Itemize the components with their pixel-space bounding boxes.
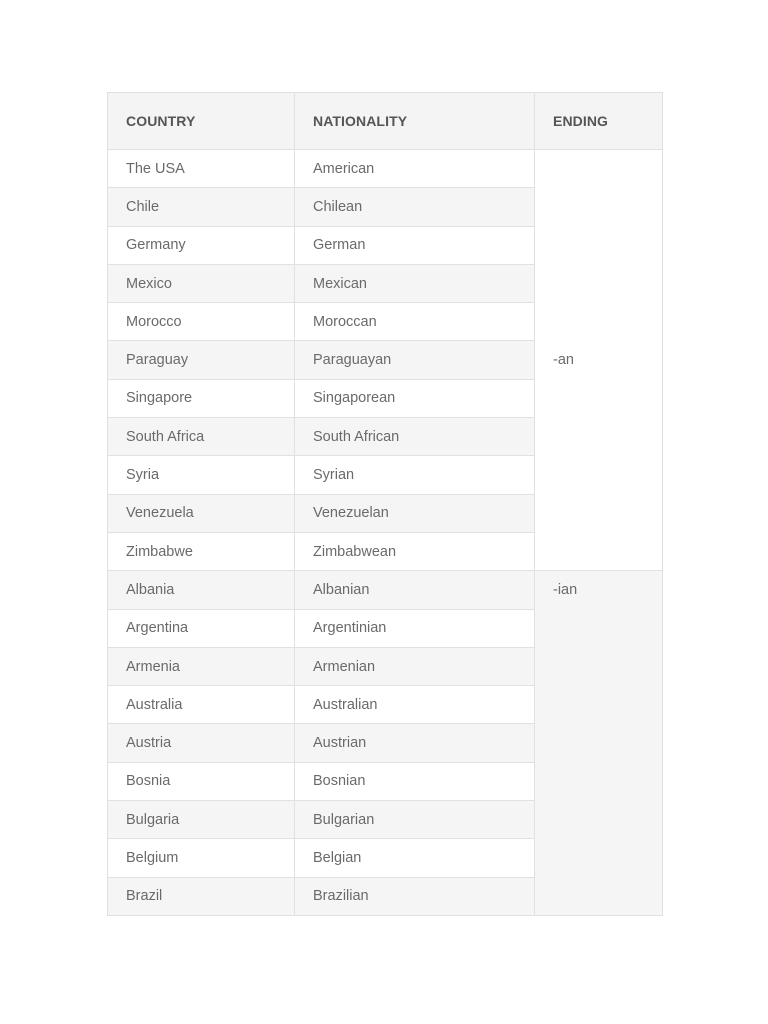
nationality-cell: Argentinian [295,609,535,647]
header-row [108,93,663,150]
nationality-cell: Australian [295,686,535,724]
nationality-cell: Moroccan [295,303,535,341]
table-header [108,93,663,150]
nationality-cell: Singaporean [295,379,535,417]
nationality-cell: Zimbabwean [295,532,535,570]
country-cell: Bulgaria [108,801,295,839]
country-cell: Australia [108,686,295,724]
country-cell: Argentina [108,609,295,647]
nationality-cell: Armenian [295,647,535,685]
nationality-cell: German [295,226,535,264]
nationality-cell: South African [295,418,535,456]
country-cell: Bosnia [108,762,295,800]
country-cell: Germany [108,226,295,264]
nationality-table-container [107,92,662,916]
country-cell: Zimbabwe [108,532,295,570]
nationality-cell: Paraguayan [295,341,535,379]
ending-cell: -ian [535,571,663,916]
country-cell: Syria [108,456,295,494]
nationality-cell: American [295,150,535,188]
nationality-cell: Brazilian [295,877,535,915]
country-cell: Venezuela [108,494,295,532]
country-cell: South Africa [108,418,295,456]
country-cell: Morocco [108,303,295,341]
header-nationality: NATIONALITY [295,93,535,150]
nationality-table [107,92,663,916]
country-cell: Brazil [108,877,295,915]
nationality-cell: Bulgarian [295,801,535,839]
table-row [108,571,663,609]
country-cell: Armenia [108,647,295,685]
ending-cell: -an [535,150,663,571]
country-cell: The USA [108,150,295,188]
nationality-cell: Syrian [295,456,535,494]
country-cell: Albania [108,571,295,609]
country-cell: Mexico [108,264,295,302]
nationality-cell: Mexican [295,264,535,302]
nationality-cell: Albanian [295,571,535,609]
nationality-cell: Venezuelan [295,494,535,532]
header-country: COUNTRY [108,93,295,150]
country-cell: Chile [108,188,295,226]
nationality-cell: Austrian [295,724,535,762]
nationality-cell: Bosnian [295,762,535,800]
country-cell: Austria [108,724,295,762]
table-body [108,150,663,916]
header-ending: ENDING [535,93,663,150]
country-cell: Belgium [108,839,295,877]
nationality-cell: Belgian [295,839,535,877]
country-cell: Paraguay [108,341,295,379]
country-cell: Singapore [108,379,295,417]
nationality-cell: Chilean [295,188,535,226]
table-row [108,150,663,188]
